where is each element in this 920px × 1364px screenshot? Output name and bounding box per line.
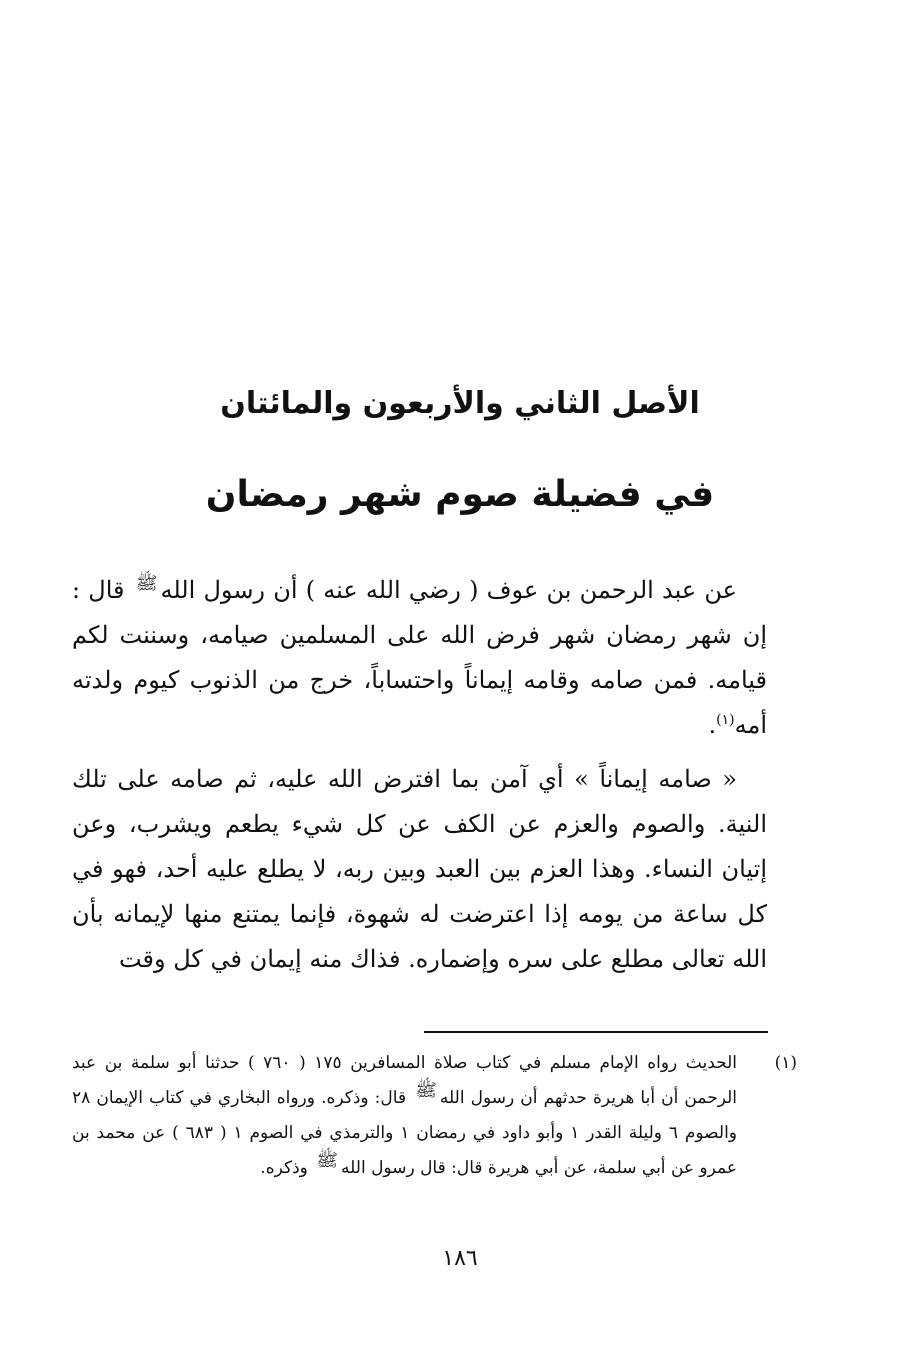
commentary-text: « صامه إيماناً » أي آمن بما افترض الله عليه، ثم صامه على تلك النية. والصوم والعزم عن الكف عن كل شيء يطعم ويشرب، وعن إتيان النساء. وهذا العزم بين العبد وبين ربه، لا يطلع عليه أحد، فهو في كل ساعة من يومه إذا اعترضت له شهوة، فإنما يمتنع منها لإيمانه بأن الله تعالى مطلع على سره وإضماره. فذاك منه إيمان في كل وقت	[72, 765, 767, 973]
footnote-marker: (١)	[774, 1053, 798, 1073]
footnote-honorific-symbol-2: ﷺ	[316, 1150, 339, 1172]
footnote-text-body: قال: وذكره. ورواه البخاري في كتاب الإيمان ٢٨ والصوم ٦ وليلة القدر ١ وأبو داود في رمضان ١ والترمذي في الصوم ١ ( ٦٨٣ ) عن محمد بن عمرو عن أبي سلمة، عن أبي هريرة قال: قال رسول الله	[72, 1088, 738, 1178]
honorific-symbol: ﷺ	[135, 573, 158, 594]
chapter-title: الأصل الثاني والأربعون والمائتان	[220, 386, 700, 421]
footnote	[72, 1046, 798, 1186]
hadith-text-body: قال : إن شهر رمضان شهر فرض الله على المسلمين صيامه، وسننت لكم قيامه. فمن صامه وقامه إيماناً واحتساباً، خرج من الذنوب كيوم ولدته أمه	[72, 576, 767, 739]
chapter-subtitle: في فضيلة صوم شهر رمضان	[205, 474, 715, 515]
commentary-paragraph	[72, 757, 767, 982]
footnote-text-end: وذكره.	[260, 1158, 308, 1178]
footnote-text-start: الحديث رواه الإمام مسلم في كتاب صلاة المسافرين ١٧٥ ( ٧٦٠ ) حدثنا أبو سلمة بن عبد الرحمن أن أبا هريرة حدثهم أن رسول الله	[72, 1053, 738, 1108]
footnote-reference: (١)	[716, 712, 735, 728]
page-number: ١٨٦	[442, 1246, 478, 1271]
footnote-divider	[424, 1031, 768, 1033]
hadith-paragraph	[72, 568, 767, 748]
footnote-honorific-symbol: ﷺ	[415, 1080, 437, 1102]
hadith-text-end: .	[708, 711, 717, 739]
hadith-text-start: عن عبد الرحمن بن عوف ( رضي الله عنه ) أن رسول الله	[160, 576, 737, 604]
